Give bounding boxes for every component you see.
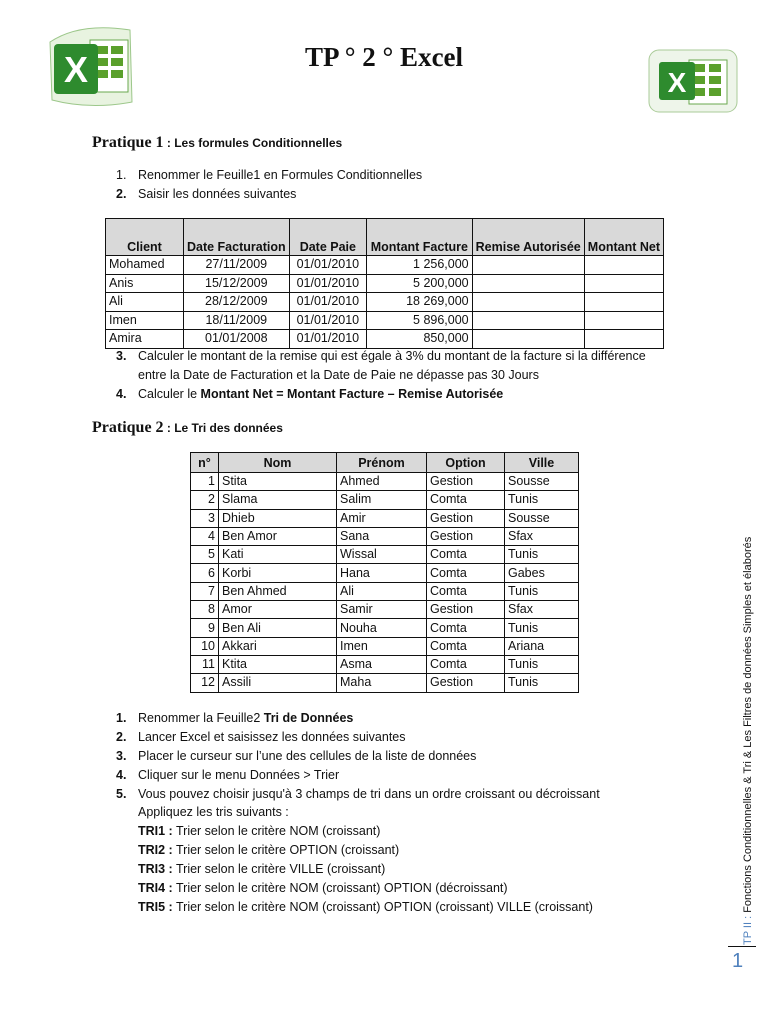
table-cell: Sousse (505, 473, 579, 491)
table-cell: Mohamed (106, 256, 184, 275)
sort-key: TRI5 : (138, 900, 173, 914)
table-cell: Kati (219, 546, 337, 564)
sort-instruction (138, 862, 385, 876)
sort-text: Trier selon le critère VILLE (croissant) (172, 862, 386, 876)
table-cell: Comta (427, 564, 505, 582)
item-number: 3. (116, 349, 127, 363)
list-item (116, 168, 422, 182)
list-item (116, 387, 503, 401)
column-header: Montant Facture (367, 219, 473, 256)
table-row (191, 582, 579, 600)
table-cell (472, 330, 584, 349)
table-cell: 9 (191, 619, 219, 637)
table-row (191, 473, 579, 491)
table-row (191, 546, 579, 564)
table-cell: 28/12/2009 (183, 293, 289, 312)
table-cell: 5 (191, 546, 219, 564)
table-cell: Ariana (505, 637, 579, 655)
table-cell: 01/01/2010 (289, 274, 366, 293)
table-cell: 15/12/2009 (183, 274, 289, 293)
item-text: Renommer la Feuille2 (138, 711, 264, 725)
item-number: 5. (116, 787, 127, 801)
table-cell: 18 269,000 (367, 293, 473, 312)
list-item (116, 787, 600, 801)
table-cell (472, 274, 584, 293)
table-cell: 6 (191, 564, 219, 582)
table-cell: Comta (427, 546, 505, 564)
table-row (191, 564, 579, 582)
list-item (116, 768, 339, 782)
table-cell: Comta (427, 582, 505, 600)
table-cell: 850,000 (367, 330, 473, 349)
table-cell: 4 (191, 527, 219, 545)
table-cell: Assili (219, 674, 337, 692)
table-cell (472, 311, 584, 330)
table-cell: Gestion (427, 674, 505, 692)
table-cell: 5 200,000 (367, 274, 473, 293)
table-cell: Dhieb (219, 509, 337, 527)
table-row (191, 601, 579, 619)
svg-text:X: X (63, 49, 89, 90)
table-cell: Amira (106, 330, 184, 349)
table-row (106, 274, 664, 293)
table-cell: Hana (337, 564, 427, 582)
list-item-continuation: entre la Date de Facturation et la Date de Paie ne dépasse pas 30 Jours (138, 368, 539, 382)
table-cell: Ali (106, 293, 184, 312)
section-subtitle: : Les formules Conditionnelles (163, 136, 343, 150)
item-text: Renommer le Feuille1 en Formules Conditionnelles (138, 168, 423, 182)
table-cell (584, 274, 663, 293)
table-cell: 12 (191, 674, 219, 692)
table-row (191, 674, 579, 692)
section-heading-pratique1 (92, 134, 342, 152)
column-header: Client (106, 219, 184, 256)
table-cell: 3 (191, 509, 219, 527)
table-row (106, 330, 664, 349)
table-cell: Ben Amor (219, 527, 337, 545)
table-row (191, 491, 579, 509)
item-bold-text: Tri de Données (263, 711, 354, 725)
table-cell (584, 293, 663, 312)
table-cell: Ben Ali (219, 619, 337, 637)
table-cell: Korbi (219, 564, 337, 582)
item-number: 4. (116, 768, 127, 782)
table-cell: 27/11/2009 (183, 256, 289, 275)
column-header: n° (191, 453, 219, 473)
sort-key: TRI2 : (138, 843, 173, 857)
table-cell: Tunis (505, 546, 579, 564)
item-number: 1. (116, 168, 127, 182)
page-title: TP ° 2 ° Excel (304, 42, 464, 72)
table-cell: Ktita (219, 655, 337, 673)
table-cell: Imen (337, 637, 427, 655)
item-text: Placer le curseur sur l’une des cellules de la liste de données (138, 749, 477, 763)
table-cell: 1 (191, 473, 219, 491)
table-cell: 10 (191, 637, 219, 655)
sort-instruction (138, 824, 380, 838)
students-table (190, 452, 579, 693)
table-row (106, 293, 664, 312)
section-subtitle: : Le Tri des données (163, 421, 283, 435)
table-cell: Samir (337, 601, 427, 619)
table-cell: Imen (106, 311, 184, 330)
table-cell: Gabes (505, 564, 579, 582)
item-number: 1. (116, 711, 127, 725)
table-cell: Akkari (219, 637, 337, 655)
table-cell: Sana (337, 527, 427, 545)
column-header: Date Facturation (183, 219, 289, 256)
table-row (191, 619, 579, 637)
section-heading-pratique2 (92, 419, 283, 437)
list-item (116, 349, 646, 363)
page-number: 1 (732, 950, 744, 972)
table-cell: 11 (191, 655, 219, 673)
table-row (106, 256, 664, 275)
table-cell: 01/01/2010 (289, 256, 366, 275)
table-cell: Tunis (505, 619, 579, 637)
svg-text:X: X (667, 67, 687, 98)
table-cell (584, 311, 663, 330)
table-cell: 01/01/2010 (289, 330, 366, 349)
invoice-table (105, 218, 664, 349)
table-cell: 2 (191, 491, 219, 509)
footer-side-title (742, 537, 754, 945)
sort-text: Trier selon le critère NOM (croissant) OPTION (décroissant) (172, 881, 508, 895)
table-cell: Tunis (505, 674, 579, 692)
column-header: Prénom (337, 453, 427, 473)
table-cell (472, 256, 584, 275)
sort-key: TRI1 : (138, 824, 173, 838)
column-header: Option (427, 453, 505, 473)
list-item (116, 711, 353, 725)
table-cell: 01/01/2010 (289, 293, 366, 312)
table-cell: Sfax (505, 527, 579, 545)
table-cell: 8 (191, 601, 219, 619)
sort-key: TRI3 : (138, 862, 173, 876)
section-label: Pratique 1 (92, 134, 164, 151)
table-cell (584, 256, 663, 275)
table-cell: 18/11/2009 (183, 311, 289, 330)
table-cell: Tunis (505, 582, 579, 600)
table-cell: Gestion (427, 527, 505, 545)
table-cell: Asma (337, 655, 427, 673)
table-row (191, 527, 579, 545)
table-cell: Slama (219, 491, 337, 509)
sort-text: Trier selon le critère OPTION (croissant) (172, 843, 400, 857)
footer-tp: TP II : (742, 915, 754, 945)
table-cell: Tunis (505, 491, 579, 509)
table-cell: Wissal (337, 546, 427, 564)
table-cell: Comta (427, 619, 505, 637)
table-cell: Ali (337, 582, 427, 600)
item-number: 2. (116, 187, 127, 201)
table-cell: 1 256,000 (367, 256, 473, 275)
table-cell: 01/01/2008 (183, 330, 289, 349)
table-cell: Comta (427, 637, 505, 655)
item-number: 2. (116, 730, 127, 744)
column-header: Ville (505, 453, 579, 473)
table-cell (584, 330, 663, 349)
table-cell: Amir (337, 509, 427, 527)
table-cell: Comta (427, 655, 505, 673)
table-cell: Maha (337, 674, 427, 692)
table-cell (472, 293, 584, 312)
column-header: Montant Net (584, 219, 663, 256)
table-cell: Amor (219, 601, 337, 619)
table-cell: Nouha (337, 619, 427, 637)
footer-text: Fonctions Conditionnelles & Tri & Les Filtres de données Simples et élaborés (742, 536, 754, 916)
footer-divider (728, 946, 756, 947)
item-text: Saisir les données suivantes (138, 187, 297, 201)
sort-text: Trier selon le critère NOM (croissant) OPTION (croissant) VILLE (croissant) (172, 900, 593, 914)
table-row (191, 509, 579, 527)
item-number: 4. (116, 387, 127, 401)
table-row (191, 655, 579, 673)
table-cell: Gestion (427, 509, 505, 527)
table-cell: Tunis (505, 655, 579, 673)
column-header: Date Paie (289, 219, 366, 256)
table-cell: Gestion (427, 601, 505, 619)
item-text: Calculer le montant de la remise qui est égale à 3% du montant de la facture si la différence (138, 349, 646, 363)
list-item (116, 749, 476, 763)
sort-instruction (138, 843, 399, 857)
column-header: Remise Autorisée (472, 219, 584, 256)
table-cell: Sfax (505, 601, 579, 619)
formula-text: Montant Net = Montant Facture – Remise Autorisée (200, 387, 504, 401)
sort-key: TRI4 : (138, 881, 173, 895)
sort-text: Trier selon le critère NOM (croissant) (172, 824, 381, 838)
table-cell: Gestion (427, 473, 505, 491)
table-cell: 5 896,000 (367, 311, 473, 330)
table-cell: Sousse (505, 509, 579, 527)
list-item (116, 730, 406, 744)
list-item (116, 187, 296, 201)
sort-instruction (138, 900, 593, 914)
table-cell: Comta (427, 491, 505, 509)
item-text: Calculer le (138, 387, 201, 401)
apply-text: Appliquez les tris suivants : (138, 805, 289, 819)
column-header: Nom (219, 453, 337, 473)
item-text: Cliquer sur le menu Données > Trier (138, 768, 340, 782)
item-number: 3. (116, 749, 127, 763)
table-cell: 7 (191, 582, 219, 600)
table-row (191, 637, 579, 655)
item-text: Lancer Excel et saisissez les données suivantes (138, 730, 406, 744)
table-cell: 01/01/2010 (289, 311, 366, 330)
sort-instruction (138, 881, 508, 895)
table-cell: Stita (219, 473, 337, 491)
table-cell: Ben Ahmed (219, 582, 337, 600)
table-cell: Salim (337, 491, 427, 509)
section-label: Pratique 2 (92, 419, 164, 436)
table-cell: Ahmed (337, 473, 427, 491)
item-text: Vous pouvez choisir jusqu'à 3 champs de tri dans un ordre croissant ou décroissant (138, 787, 600, 801)
table-row (106, 311, 664, 330)
table-cell: Anis (106, 274, 184, 293)
